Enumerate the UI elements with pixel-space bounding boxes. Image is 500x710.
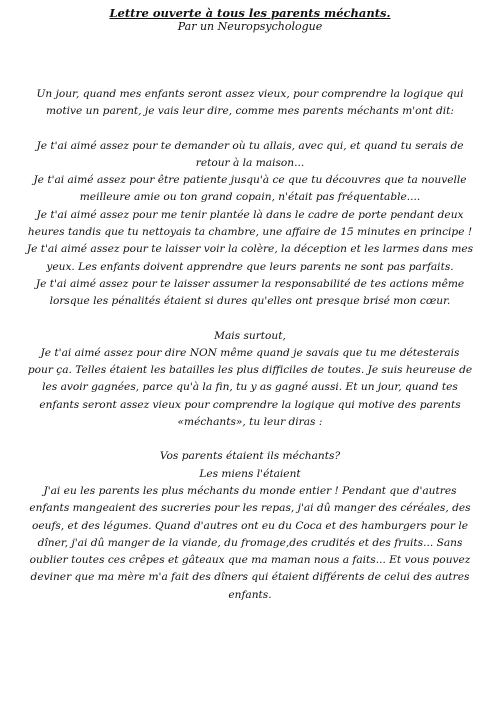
love-line: Je t'ai aimé assez pour te demander où tu allais, avec qui, et quand tu serais de	[36, 139, 464, 152]
final-line: oeufs, et des légumes. Quand d'autres ont eu du Coca et des hamburgers pour le	[31, 519, 469, 532]
final-line: dîner, j'ai dû manger de la viande, du fromage,des crudités et des fruits... Sans	[37, 536, 463, 549]
letter-subtitle: Par un Neuropsychologue	[177, 20, 323, 33]
intro-line: Un jour, quand mes enfants seront assez vieux, pour comprendre la logique qui	[36, 88, 464, 100]
surtout-line: les avoir gagnées, parce qu'à la fin, tu y as gagné aussi. Et un jour, quand tes	[42, 381, 458, 394]
question-line: Les miens l'étaient	[199, 467, 301, 480]
intro-paragraph	[14, 86, 486, 121]
love-line: Je t'ai aimé assez pour me tenir plantée là dans le cadre de porte pendant deux	[36, 208, 464, 221]
final-line: oublier toutes ces crêpes et gâteaux que ma maman nous a faits... Et vous pouvez	[29, 554, 471, 567]
love-line: yeux. Les enfants doivent apprendre que leurs parents ne sont pas parfaits.	[46, 260, 454, 273]
intro-line: motive un parent, je vais leur dire, comme mes parents méchants m'ont dit:	[45, 105, 455, 118]
love-line: lorsque les pénalités étaient si dures qu'elles ont presque brisé mon cœur.	[49, 295, 451, 308]
final-line: deviner que ma mère m'a fait des dîners qui étaient différents de celui des autres	[30, 571, 470, 584]
love-line: Je t'ai aimé assez pour être patiente jusqu'à ce que tu découvres que ta nouvelle	[33, 174, 467, 187]
love-line: Je t'ai aimé assez pour te laisser voir la colère, la déception et les larmes dans mes	[26, 243, 474, 256]
love-paragraph	[14, 138, 486, 311]
final-line: enfants mangeaient des sucreries pour les repas, j'ai dû manger des céréales, des	[29, 502, 471, 515]
surtout-line: enfants seront assez vieux pour comprendre la logique qui motive des parents	[39, 398, 461, 411]
surtout-line: «méchants», tu leur diras :	[177, 416, 323, 429]
letter-title: Lettre ouverte à tous les parents méchants.	[109, 6, 391, 20]
love-line: meilleure amie ou ton grand copain, n'était pas fréquentable....	[79, 191, 421, 204]
spacer	[14, 431, 486, 448]
surtout-paragraph	[14, 328, 486, 432]
love-line: retour à la maison...	[195, 156, 305, 169]
surtout-line: Je t'ai aimé assez pour dire NON même quand je savais que tu me détesterais	[40, 346, 460, 359]
final-line: enfants.	[228, 588, 272, 601]
final-line: J'ai eu les parents les plus méchants du monde entier ! Pendant que d'autres	[43, 484, 457, 497]
love-line: Je t'ai aimé assez pour te laisser assumer la responsabilité de tes actions même	[35, 277, 465, 290]
question-line: Vos parents étaient ils méchants?	[159, 450, 341, 463]
final-paragraph	[14, 448, 486, 604]
love-line: heures tandis que tu nettoyais ta chambre, une affaire de 15 minutes en principe !	[27, 226, 473, 239]
surtout-heading: Mais surtout,	[214, 329, 286, 342]
spacer	[14, 311, 486, 328]
surtout-line: pour ça. Telles étaient les batailles les plus difficiles de toutes. Je suis heureuse de	[27, 364, 473, 377]
